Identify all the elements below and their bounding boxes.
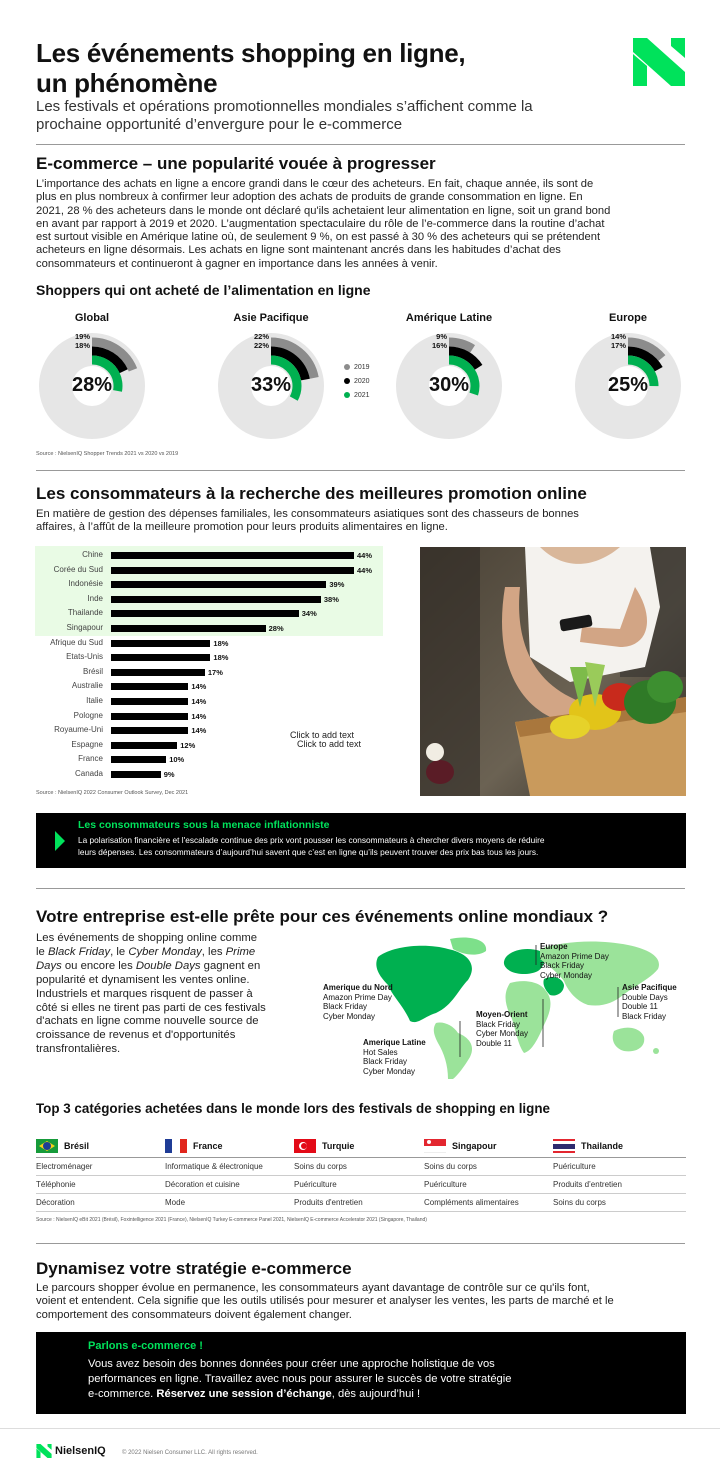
table-header-france — [165, 1139, 223, 1153]
subtitle — [36, 98, 676, 134]
text-line: affaires, à l’affût de la meilleure promotion pour leurs produits alimentaires en ligne. — [36, 521, 448, 534]
text-run: côté si elles ne tirent pas parti de ces festivals — [36, 1001, 266, 1014]
map-label-north-america — [323, 983, 393, 1021]
bar-category-label: Thailande — [67, 608, 103, 618]
region-name: Asie Pacifique — [622, 983, 677, 992]
table-cell: Soins du corps — [294, 1162, 347, 1171]
table-cell: Soins du corps — [424, 1162, 477, 1171]
categories-table — [36, 1137, 686, 1223]
shopper-vegetables-photo — [420, 547, 686, 796]
text-line — [36, 1002, 306, 1016]
divider — [36, 1243, 685, 1244]
country-name: Thailande — [581, 1141, 624, 1151]
bar — [111, 683, 188, 690]
callout-text — [78, 835, 678, 858]
legend-item-2020 — [344, 374, 370, 388]
text-line — [36, 946, 306, 960]
bar-category-label: Australie — [71, 681, 103, 691]
region-latin-america — [434, 1022, 472, 1079]
table-cell: Téléphonie — [36, 1180, 76, 1189]
table-cell: Mode — [165, 1198, 186, 1207]
page-title-line1: Les événements shopping en ligne, — [36, 38, 466, 68]
subtitle-line2: prochaine opportunité d’envergure pour le e-commerce — [36, 116, 403, 133]
text-line: leurs dépenses. Les consommateurs d’aujourd’hui savent que c’est en ligne qu’ils peuvent trouver des prix bas tous les jours. — [78, 846, 539, 857]
bar-category-label: Pologne — [73, 710, 103, 720]
table-source: Source : NielsenIQ eBit 2021 (Brésil), Foxintelligence 2021 (France), NielsenIQ Turkey E-commerce Panel 2021, NielsenIQ E-commerce Accelerator 2021 (Singapore, Thailand) — [36, 1217, 427, 1223]
map-label-europe — [540, 942, 609, 980]
region-event: Black Friday — [323, 1002, 368, 1011]
text-line — [36, 1043, 306, 1057]
country-name: Brésil — [64, 1141, 90, 1151]
donut-value-2021: 25% — [607, 374, 649, 396]
region-event: Double 11 — [476, 1038, 512, 1048]
bar-category-label: Afrique du Sud — [50, 637, 103, 647]
text-run: Les événements de shopping online comme — [36, 932, 258, 944]
bar-category-label: Chine — [82, 550, 103, 559]
legend-item-2019 — [344, 360, 370, 374]
bar — [111, 698, 188, 705]
table-header-brazil — [36, 1139, 89, 1153]
table-cell: Puériculture — [424, 1180, 467, 1189]
text-line — [36, 960, 306, 974]
donut-title: Global — [74, 312, 110, 324]
bar — [111, 713, 188, 720]
bar — [111, 654, 210, 661]
section4-heading: Top 3 catégories achetées dans le monde lors des festivals de shopping en ligne — [36, 1101, 550, 1116]
table-header-turkey — [294, 1139, 354, 1153]
bar-category-label: Singapour — [66, 623, 103, 632]
donut-value-2019: 19% — [74, 332, 90, 341]
section2-heading: Les consommateurs à la recherche des meilleures promotion online — [36, 484, 587, 503]
region-new-zealand — [653, 1048, 659, 1054]
turkey-flag-icon — [294, 1139, 316, 1153]
text-line — [36, 988, 306, 1002]
bar-value-label: 18% — [213, 638, 229, 648]
section2-paragraph — [36, 508, 696, 535]
placeholder-line: Click to add text — [290, 730, 355, 740]
table-row-rule — [36, 1211, 686, 1212]
placeholder-text[interactable] — [290, 731, 361, 749]
bar — [111, 771, 161, 778]
text-run: Prime — [225, 945, 256, 958]
bar-value-label: 44% — [357, 551, 373, 560]
bar — [111, 669, 205, 676]
legend-label: 2020 — [354, 377, 370, 385]
region-event: Black Friday — [476, 1019, 521, 1029]
text-line: est surtout visible en Amérique latine où, de seulement 9 %, on est passé à 30 % des acheteurs qui se prétendent — [36, 231, 601, 244]
bar-category-label: Espagne — [71, 739, 103, 749]
bar-value-label: 12% — [180, 740, 196, 750]
bar — [111, 567, 354, 574]
bar-value-label: 14% — [191, 711, 207, 721]
text-line: en avant par rapport à 2019 et 2020. L’augmentation spectaculaire du rôle de l’e-commerce dans la routine d’achat — [36, 217, 605, 230]
legend-dot — [344, 392, 350, 398]
region-australia — [613, 1028, 645, 1052]
text-run: Double Days — [135, 959, 201, 972]
table-cell: Electroménager — [36, 1162, 93, 1171]
region-name: Amerique du Nord — [323, 983, 393, 992]
region-event: Cyber Monday — [540, 970, 593, 980]
table-cell: Produits d'entretien — [294, 1198, 363, 1207]
region-name: Amerique Latine — [363, 1038, 426, 1047]
text-line: Vous avez besoin des bonnes données pour créer une approche holistique de vos — [88, 1358, 495, 1370]
niq-logo-icon — [633, 38, 685, 86]
bar-source: Source : NielsenIQ 2022 Consumer Outlook Survey, Dec 2021 — [36, 790, 189, 796]
bar — [111, 742, 177, 749]
bar-value-label: 28% — [268, 624, 284, 633]
donut-chart-title: Shoppers qui ont acheté de l’alimentation en ligne — [36, 282, 371, 298]
region-name: Moyen-Orient — [476, 1010, 528, 1019]
table-cell: Décoration — [36, 1198, 75, 1207]
region-event: Cyber Monday — [363, 1066, 416, 1076]
text-line: L’importance des achats en ligne a encore grandi dans le cœur des acheteurs. En fait, chaque année, ils sont de — [36, 178, 594, 190]
bar-category-label: Indonésie — [68, 579, 103, 589]
brazil-flag-icon — [36, 1139, 58, 1153]
region-event: Black Friday — [622, 1011, 667, 1021]
region-event: Hot Sales — [363, 1047, 398, 1057]
donut-labels — [54, 332, 90, 350]
region-europe — [504, 949, 545, 974]
placeholder-line: Click to add text — [297, 739, 362, 749]
divider — [36, 888, 685, 889]
bar — [111, 756, 166, 763]
text-line: acheteurs en ligne désormais. Les achats en ligne sont maintenant ancrés dans les habitudes d’achat des — [36, 244, 561, 257]
region-event: Double Days — [622, 992, 668, 1002]
bar-value-label: 18% — [213, 653, 229, 663]
divider — [36, 470, 685, 471]
donut-value-2019: 14% — [610, 332, 626, 341]
bar-value-label: 14% — [191, 697, 207, 706]
bar — [111, 727, 188, 734]
legend-item-2021 — [344, 388, 370, 402]
bar-category-label: Canada — [74, 769, 103, 778]
section5-paragraph — [36, 1282, 696, 1322]
text-run: ou encore les — [61, 959, 136, 972]
section3-heading: Votre entreprise est-elle prête pour ces événements online mondiaux ? — [36, 907, 609, 926]
bar-category-label: Etats-Unis — [66, 652, 103, 662]
text-run: Black Friday — [47, 945, 111, 958]
region-event: Cyber Monday — [323, 1011, 376, 1021]
cta-title: Parlons e-commerce ! — [88, 1340, 203, 1352]
map-label-middle-east — [476, 1010, 528, 1048]
text-run: e-commerce. — [88, 1388, 157, 1400]
bar-value-label: 38% — [323, 594, 339, 604]
donut-legend — [344, 360, 370, 402]
bar-value-label: 14% — [191, 726, 207, 736]
table-cell: Soins du corps — [553, 1198, 606, 1207]
inflation-callout — [36, 813, 686, 868]
region-event: Cyber Monday — [476, 1029, 529, 1038]
text-line — [36, 1015, 306, 1029]
logo-text: NielsenIQ — [55, 1445, 106, 1457]
text-line: plus en plus nombreux à confirmer leur adoption des achats de produits de grande consommation en ligne. En — [36, 191, 583, 204]
map-label-asia-pacific — [622, 983, 677, 1021]
section5-heading: Dynamisez votre stratégie e-commerce — [36, 1259, 352, 1278]
bar — [111, 596, 321, 603]
bar-category-label: Royaume-Uni — [54, 725, 103, 735]
text-run: croissance de revenus et d'opportunités — [36, 1029, 236, 1042]
country-name: Turquie — [322, 1141, 355, 1151]
cta-text — [88, 1357, 678, 1402]
region-event: Amazon Prime Day — [323, 992, 392, 1002]
bar — [111, 581, 326, 588]
donut-labels — [233, 332, 269, 350]
text-run: popularité et dynamisent les ventes online. — [36, 973, 250, 986]
text-line: voient et entendent. Cela signifie que les outils utilisés pour mesurer et analyser les ventes, les parts de marché et le — [36, 1295, 614, 1308]
text-run: Cyber Monday — [128, 945, 202, 958]
bar — [111, 625, 266, 632]
bar-category-label: Corée du Sud — [53, 564, 103, 574]
donut-title: Amérique Latine — [405, 312, 493, 324]
region-event: Black Friday — [363, 1057, 408, 1066]
region-event: Amazon Prime Day — [540, 951, 609, 961]
table-cell: Décoration et cuisine — [165, 1180, 240, 1189]
divider — [0, 1428, 720, 1429]
bar — [111, 610, 299, 617]
text-line: performances en ligne. Travaillez avec nous pour assurer le succès de votre stratégie — [88, 1373, 512, 1385]
donut-value-2019: 22% — [253, 332, 269, 341]
bar — [111, 552, 354, 559]
legend-dot — [344, 378, 350, 384]
text-line — [88, 1387, 678, 1402]
donut-labels — [411, 332, 447, 350]
bar-value-label: 9% — [163, 770, 175, 779]
bar-value-label: 14% — [191, 682, 207, 692]
table-cell: Informatique & électronique — [165, 1162, 263, 1171]
text-run: Industriels et marques risquent de passer à — [36, 987, 253, 1000]
donut-value-2021: 33% — [250, 374, 292, 396]
donut-value-2019: 9% — [436, 332, 447, 341]
bar-category-label: Italie — [86, 696, 103, 705]
bar-value-label: 39% — [329, 580, 345, 590]
country-name: France — [193, 1141, 223, 1151]
table-header-singapore — [424, 1139, 497, 1153]
text-line — [36, 974, 306, 988]
page-title-line2: un phénomène — [36, 68, 218, 98]
bar-value-label: 44% — [357, 565, 373, 575]
donut-source: Source : NielsenIQ Shopper Trends 2021 vs 2020 vs 2019 — [36, 451, 179, 457]
cta-box[interactable] — [36, 1332, 686, 1414]
table-header-rule — [36, 1157, 686, 1158]
bar-category-label: Brésil — [82, 666, 103, 676]
bar-value-label: 34% — [301, 609, 317, 619]
header — [36, 38, 636, 98]
text-line: La polarisation financière et l'escalade continue des prix vont pousser les consommateurs à chercher divers moyens de réduire — [78, 835, 545, 845]
text-line: Le parcours shopper évolue en permanence, les consommateurs ayant davantage de contrôle sur ce qu'ils font, — [36, 1282, 590, 1294]
table-cell: Produits d’entretien — [553, 1180, 622, 1189]
france-flag-icon — [165, 1139, 187, 1153]
table-row-rule — [36, 1193, 686, 1194]
donut-value-2020: 18% — [74, 341, 90, 350]
text-run: le — [36, 945, 48, 958]
region-name: Europe — [540, 942, 568, 951]
play-triangle-icon — [55, 831, 65, 851]
region-event: Black Friday — [540, 961, 585, 970]
bar-value-label: 17% — [207, 667, 223, 677]
donut-value-2020: 17% — [610, 341, 626, 350]
text-run: , dès aujourd’hui ! — [331, 1388, 421, 1400]
text-run: gagnent en — [200, 959, 261, 972]
bar-category-label: Inde — [87, 593, 103, 603]
subtitle-line1: Les festivals et opérations promotionnelles mondiales s’affichent comme la — [36, 98, 533, 115]
text-line: 2021, 28 % des acheteurs dans le monde ont déclaré qu'ils achetaient leur alimentation en ligne, soit un grand bond — [36, 204, 611, 217]
donut-title: Europe — [609, 312, 647, 324]
table-cell: Puériculture — [294, 1180, 337, 1189]
text-line — [36, 1029, 306, 1043]
region-event: Double 11 — [622, 1002, 658, 1011]
text-line — [36, 932, 306, 946]
legend-dot — [344, 364, 350, 370]
donut-value-2020: 16% — [431, 341, 447, 350]
legend-label: 2019 — [354, 363, 370, 371]
text-run: , le — [110, 945, 129, 958]
legend-label: 2021 — [354, 391, 370, 399]
section1-paragraph — [36, 178, 696, 271]
footer-logo — [36, 1444, 106, 1458]
section3-paragraph — [36, 932, 306, 1057]
text-line: comportement des consommateurs doivent également changer. — [36, 1308, 352, 1321]
map-label-latin-america — [363, 1038, 426, 1076]
divider — [36, 144, 685, 145]
book-session-link[interactable]: Réservez une session d’échange — [156, 1388, 332, 1400]
singapore-flag-icon — [424, 1139, 446, 1153]
text-run: , les — [201, 945, 226, 958]
niq-logo-icon — [36, 1444, 52, 1458]
donut-value-2020: 22% — [253, 341, 269, 350]
text-line: consommateurs et continueront à gagner en importance dans les années à venir. — [36, 257, 438, 270]
bar-value-label: 10% — [169, 755, 185, 765]
table-cell: Puériculture — [553, 1162, 596, 1171]
thailand-flag-icon — [553, 1139, 575, 1153]
donut-title: Asie Pacifique — [233, 312, 309, 324]
text-run: Days — [36, 959, 62, 972]
callout-title: Les consommateurs sous la menace inflationniste — [78, 819, 330, 831]
donut-labels — [590, 332, 626, 350]
text-run: d'achats en ligne comme nouvelle source de — [36, 1015, 259, 1028]
donut-value-2021: 30% — [428, 374, 470, 396]
section1-heading: E-commerce – une popularité vouée à progresser — [36, 154, 436, 173]
table-cell: Compléments alimentaires — [424, 1198, 519, 1207]
table-row-rule — [36, 1175, 686, 1176]
bar — [111, 640, 210, 647]
table-header-thailand — [553, 1139, 623, 1153]
donut-value-2021: 28% — [71, 374, 113, 396]
country-name: Singapour — [452, 1141, 497, 1151]
text-line: En matière de gestion des dépenses familiales, les consommateurs asiatiques sont des chasseurs de bonnes — [36, 508, 579, 520]
text-run: transfrontalières. — [36, 1043, 121, 1056]
copyright: © 2022 Nielsen Consumer LLC. All rights reserved. — [122, 1450, 258, 1456]
bar-category-label: France — [78, 754, 103, 764]
